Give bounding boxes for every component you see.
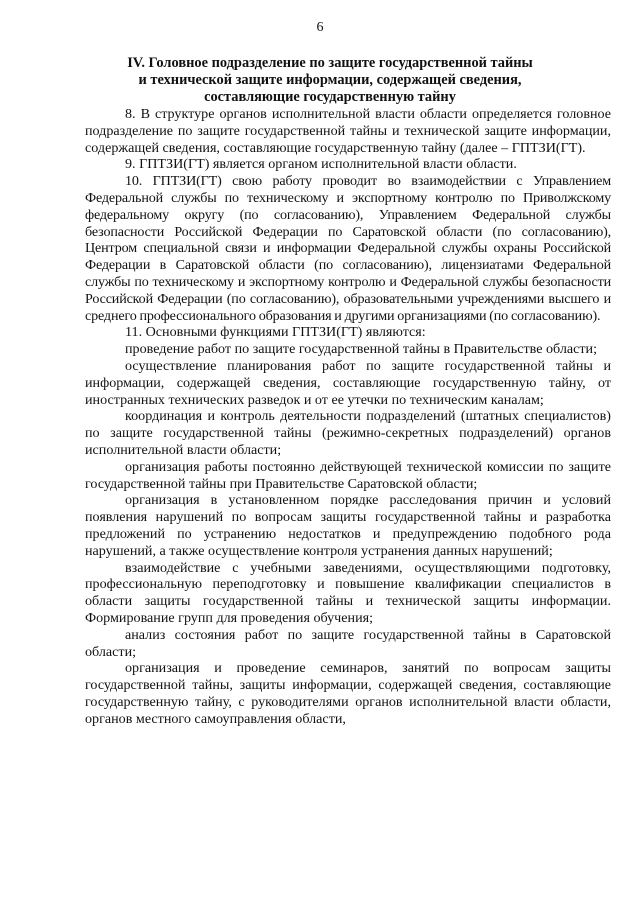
paragraph-10: 10. ГПТЗИ(ГТ) свою работу проводит во взаимодействии с Управлением Федеральной службы по техническому и экспортному контролю по Приволжскому федеральному округу (по согласованию), Управлением Федеральной службы безопасности Российской Федерации по Саратовской области (по согласованию), Центром специальной связи и информации Федеральной службы охраны Российской Федерации в Саратовской области (по согласованию), лицензиатами Федеральной службы по техническому и экспортному контролю и Федеральной службы безопасности Российской Федерации (по согласованию), образовательными учреждениями высшего и среднего профессионального образования и другими организациями (по согласованию).: [85, 173, 611, 324]
list-item: осуществление планирования работ по защите государственной тайны и информации, содержащей сведения, составляющие государственную тайну, от иностранных технических разведок и от ее утечки по техническим каналам;: [85, 357, 611, 408]
section-heading: [80, 55, 580, 106]
page-number: 6: [316, 20, 324, 35]
list-item: анализ состояния работ по защите государственной тайны в Саратовской области;: [85, 626, 611, 660]
list-item: организация и проведение семинаров, занятий по вопросам защиты государственной тайны, защиты информации, содержащей сведения, составляющие государственную тайну, с руководителями органов исполнительной власти области, органов местного самоуправления области,: [85, 660, 611, 727]
list-item: организация работы постоянно действующей технической комиссии по защите государственной тайны при Правительстве Саратовской области;: [85, 458, 611, 492]
section-heading-line-1: IV. Головное подразделение по защите государственной тайны: [127, 55, 533, 71]
list-item: координация и контроль деятельности подразделений (штатных специалистов) по защите государственной тайны (режимно-секретных подразделений) органов исполнительной власти области;: [85, 408, 611, 458]
section-heading-line-3: составляющие государственную тайну: [204, 89, 456, 105]
list-item: организация в установленном порядке расследования причин и условий появления нарушений по вопросам защиты государственной тайны и разработка предложений по устранению недостатков и предупреждению подобного рода нарушений, а также осуществление контроля устранения данных нарушений;: [85, 492, 611, 559]
list-item: проведение работ по защите государственной тайны в Правительстве области;: [125, 341, 598, 358]
section-heading-line-2: и технической защите информации, содержащей сведения,: [138, 72, 522, 88]
list-item: взаимодействие с учебными заведениями, осуществляющими подготовку, профессиональную переподготовку и повышение квалификации специалистов в области защиты государственной тайны и технической защиты информации. Формирование групп для проведения обучения;: [85, 559, 611, 626]
paragraph-9: 9. ГПТЗИ(ГТ) является органом исполнительной власти области.: [125, 156, 517, 173]
paragraph-11: 11. Основными функциями ГПТЗИ(ГТ) являются:: [125, 324, 426, 341]
paragraph-8: 8. В структуре органов исполнительной власти области определяется головное подразделение по защите государственной тайны и технической защите информации, содержащей сведения, составляющие государственную тайну (далее – ГПТЗИ(ГТ).: [85, 106, 611, 156]
document-body: [85, 106, 611, 727]
